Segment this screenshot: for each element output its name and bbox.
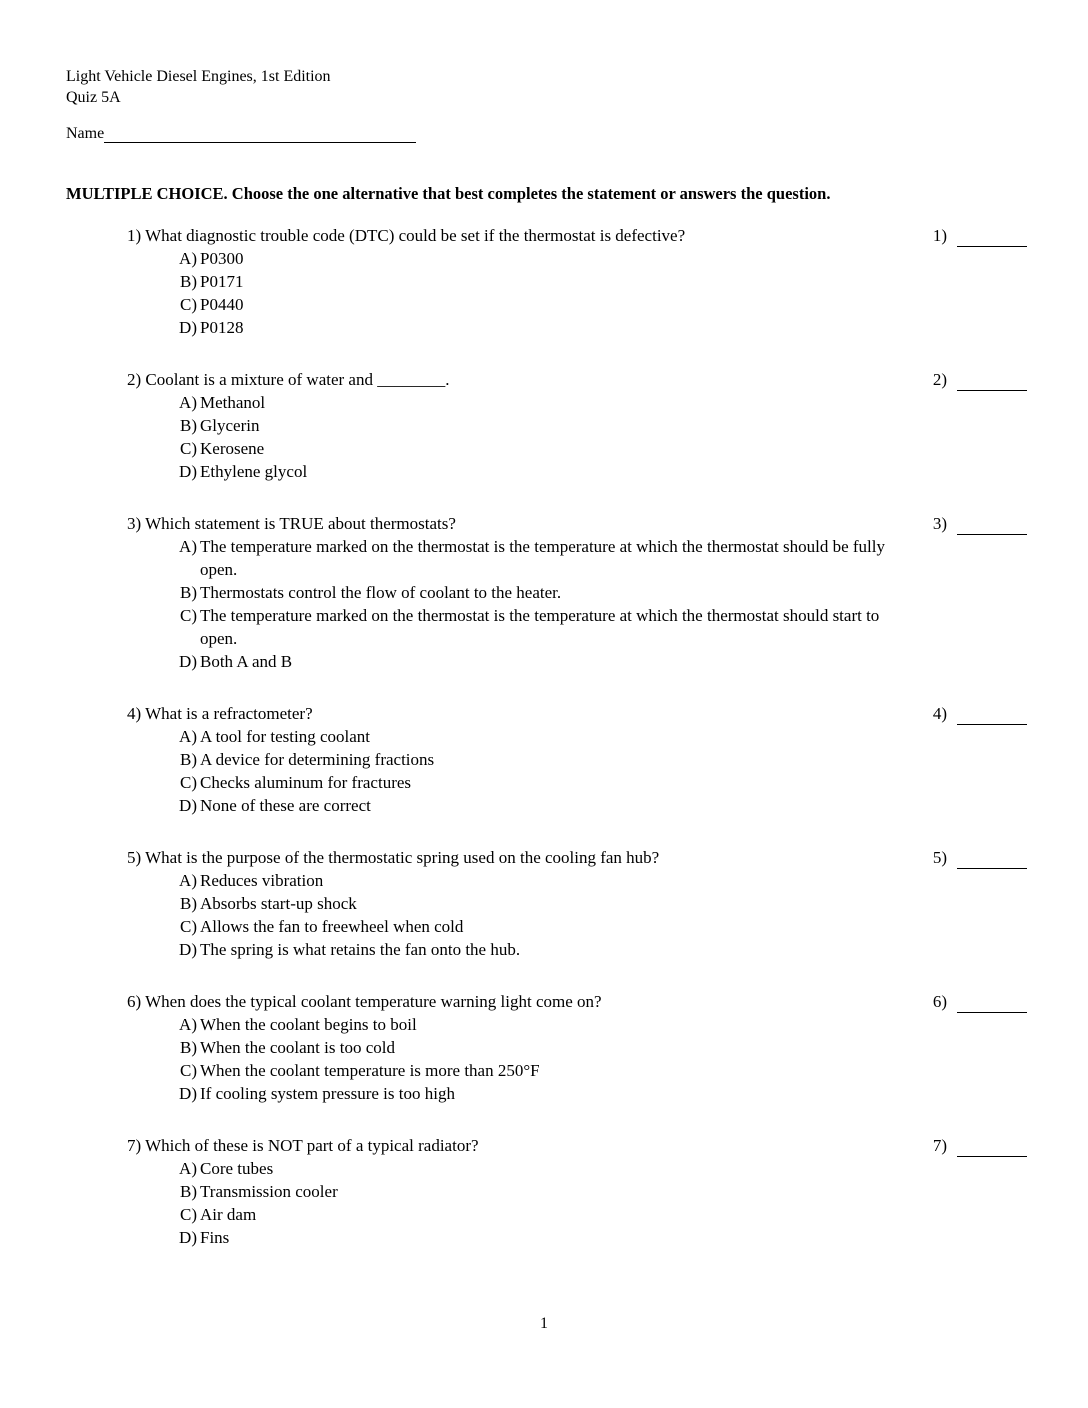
option-label: D) — [179, 940, 197, 959]
answer-option — [169, 414, 889, 437]
name-label: Name — [66, 125, 105, 142]
question-stem: 1) What diagnostic trouble code (DTC) could be set if the thermostat is defective? — [127, 226, 686, 245]
option-label: C) — [180, 439, 197, 458]
answer-option — [169, 748, 889, 771]
document-header — [66, 66, 331, 108]
option-text: P0128 — [200, 318, 244, 337]
option-text: None of these are correct — [200, 796, 371, 815]
answer-option — [169, 771, 889, 794]
option-text: Allows the fan to freewheel when cold — [200, 917, 464, 936]
option-text: Thermostats control the flow of coolant to the heater. — [200, 583, 562, 602]
option-text: Kerosene — [200, 439, 265, 458]
answer-option — [169, 892, 889, 915]
answer-option — [169, 1180, 889, 1203]
answer-option — [169, 437, 889, 460]
question-stem: 5) What is the purpose of the thermostatic spring used on the cooling fan hub? — [127, 848, 660, 867]
question — [127, 1134, 1027, 1249]
answer-blank — [957, 851, 1027, 869]
answer-slot — [933, 512, 1027, 535]
option-label: A) — [179, 249, 197, 268]
answer-option — [169, 247, 889, 270]
option-label: B) — [180, 894, 197, 913]
answer-slot — [933, 702, 1027, 725]
option-label: B) — [180, 1038, 197, 1057]
answer-number: 1) — [932, 226, 947, 245]
option-label: B) — [180, 272, 197, 291]
option-text: Air dam — [200, 1205, 257, 1224]
option-label: A) — [179, 871, 197, 890]
instructions: MULTIPLE CHOICE. Choose the one alternative that best completes the statement or answers the question. — [66, 184, 831, 203]
question-stem: 7) Which of these is NOT part of a typical radiator? — [127, 1136, 479, 1155]
option-label: A) — [179, 1159, 197, 1178]
option-label: B) — [180, 583, 197, 602]
option-label: D) — [179, 1084, 197, 1103]
option-text: If cooling system pressure is too high — [200, 1084, 455, 1103]
answer-slot — [933, 990, 1027, 1013]
option-label: A) — [179, 1015, 197, 1034]
option-text: Ethylene glycol — [200, 462, 308, 481]
option-label: B) — [180, 416, 197, 435]
answer-option — [169, 1059, 889, 1082]
option-text: The temperature marked on the thermostat is the temperature at which the thermostat should start to open. — [200, 606, 880, 648]
option-text: Both A and B — [200, 652, 293, 671]
option-text: When the coolant is too cold — [200, 1038, 395, 1057]
answer-option — [169, 1226, 889, 1249]
option-label: C) — [180, 773, 197, 792]
quiz-title: Quiz 5A — [66, 89, 121, 106]
answer-option — [169, 460, 889, 483]
option-text: Checks aluminum for fractures — [200, 773, 412, 792]
option-text: Transmission cooler — [200, 1182, 338, 1201]
option-label: B) — [180, 750, 197, 769]
answer-option — [169, 1036, 889, 1059]
answer-option — [169, 650, 889, 673]
answer-number: 7) — [932, 1136, 947, 1155]
option-label: D) — [179, 1228, 197, 1247]
answer-slot — [933, 368, 1027, 391]
option-label: C) — [180, 606, 197, 625]
answer-option — [169, 604, 889, 650]
answer-blank — [957, 1139, 1027, 1157]
answer-option — [169, 794, 889, 817]
option-label: C) — [180, 1205, 197, 1224]
answer-option — [169, 1013, 889, 1036]
question-stem: 4) What is a refractometer? — [127, 704, 313, 723]
answer-number: 5) — [932, 848, 947, 867]
option-text: P0300 — [200, 249, 244, 268]
question — [127, 702, 1027, 817]
option-text: Core tubes — [200, 1159, 274, 1178]
answer-number: 2) — [932, 370, 947, 389]
answer-number: 3) — [932, 514, 947, 533]
option-text: Glycerin — [200, 416, 260, 435]
option-text: The spring is what retains the fan onto the hub. — [200, 940, 521, 959]
answer-option — [169, 1203, 889, 1226]
course-title: Light Vehicle Diesel Engines, 1st Edition — [66, 68, 331, 85]
answer-option — [169, 869, 889, 892]
answer-option — [169, 1157, 889, 1180]
answer-option — [169, 915, 889, 938]
question — [127, 990, 1027, 1105]
option-label: A) — [179, 537, 197, 556]
question-list — [127, 224, 1027, 1278]
option-text: When the coolant temperature is more than 250°F — [200, 1061, 540, 1080]
question — [127, 224, 1027, 339]
question-stem: 2) Coolant is a mixture of water and ________. — [127, 370, 450, 389]
option-label: C) — [180, 1061, 197, 1080]
option-label: D) — [179, 462, 197, 481]
name-field — [66, 124, 416, 143]
answer-option — [169, 725, 889, 748]
answer-option — [169, 938, 889, 961]
answer-option — [169, 581, 889, 604]
page-number: 1 — [540, 1315, 548, 1332]
option-text: The temperature marked on the thermostat is the temperature at which the thermostat should be fully open. — [200, 537, 885, 579]
question-stem: 3) Which statement is TRUE about thermostats? — [127, 514, 456, 533]
answer-blank — [957, 995, 1027, 1013]
option-text: A tool for testing coolant — [200, 727, 370, 746]
answer-option — [169, 535, 889, 581]
option-label: B) — [180, 1182, 197, 1201]
question — [127, 512, 1027, 673]
question — [127, 368, 1027, 483]
option-text: When the coolant begins to boil — [200, 1015, 417, 1034]
option-label: D) — [179, 652, 197, 671]
question — [127, 846, 1027, 961]
option-label: D) — [179, 796, 197, 815]
option-text: A device for determining fractions — [200, 750, 435, 769]
answer-slot — [933, 846, 1027, 869]
option-label: A) — [179, 727, 197, 746]
question-stem: 6) When does the typical coolant temperature warning light come on? — [127, 992, 602, 1011]
answer-option — [169, 391, 889, 414]
option-label: C) — [180, 295, 197, 314]
answer-option — [169, 316, 889, 339]
answer-number: 6) — [932, 992, 947, 1011]
option-text: P0440 — [200, 295, 244, 314]
answer-slot — [933, 224, 1027, 247]
answer-blank — [957, 707, 1027, 725]
answer-blank — [957, 517, 1027, 535]
option-text: Absorbs start-up shock — [200, 894, 357, 913]
answer-blank — [957, 373, 1027, 391]
answer-option — [169, 270, 889, 293]
option-text: Reduces vibration — [200, 871, 324, 890]
option-label: C) — [180, 917, 197, 936]
option-label: D) — [179, 318, 197, 337]
answer-number: 4) — [932, 704, 947, 723]
answer-slot — [933, 1134, 1027, 1157]
option-text: P0171 — [200, 272, 244, 291]
answer-option — [169, 1082, 889, 1105]
option-text: Methanol — [200, 393, 266, 412]
answer-blank — [957, 229, 1027, 247]
option-text: Fins — [200, 1228, 230, 1247]
name-blank-line — [104, 124, 416, 143]
option-label: A) — [179, 393, 197, 412]
answer-option — [169, 293, 889, 316]
